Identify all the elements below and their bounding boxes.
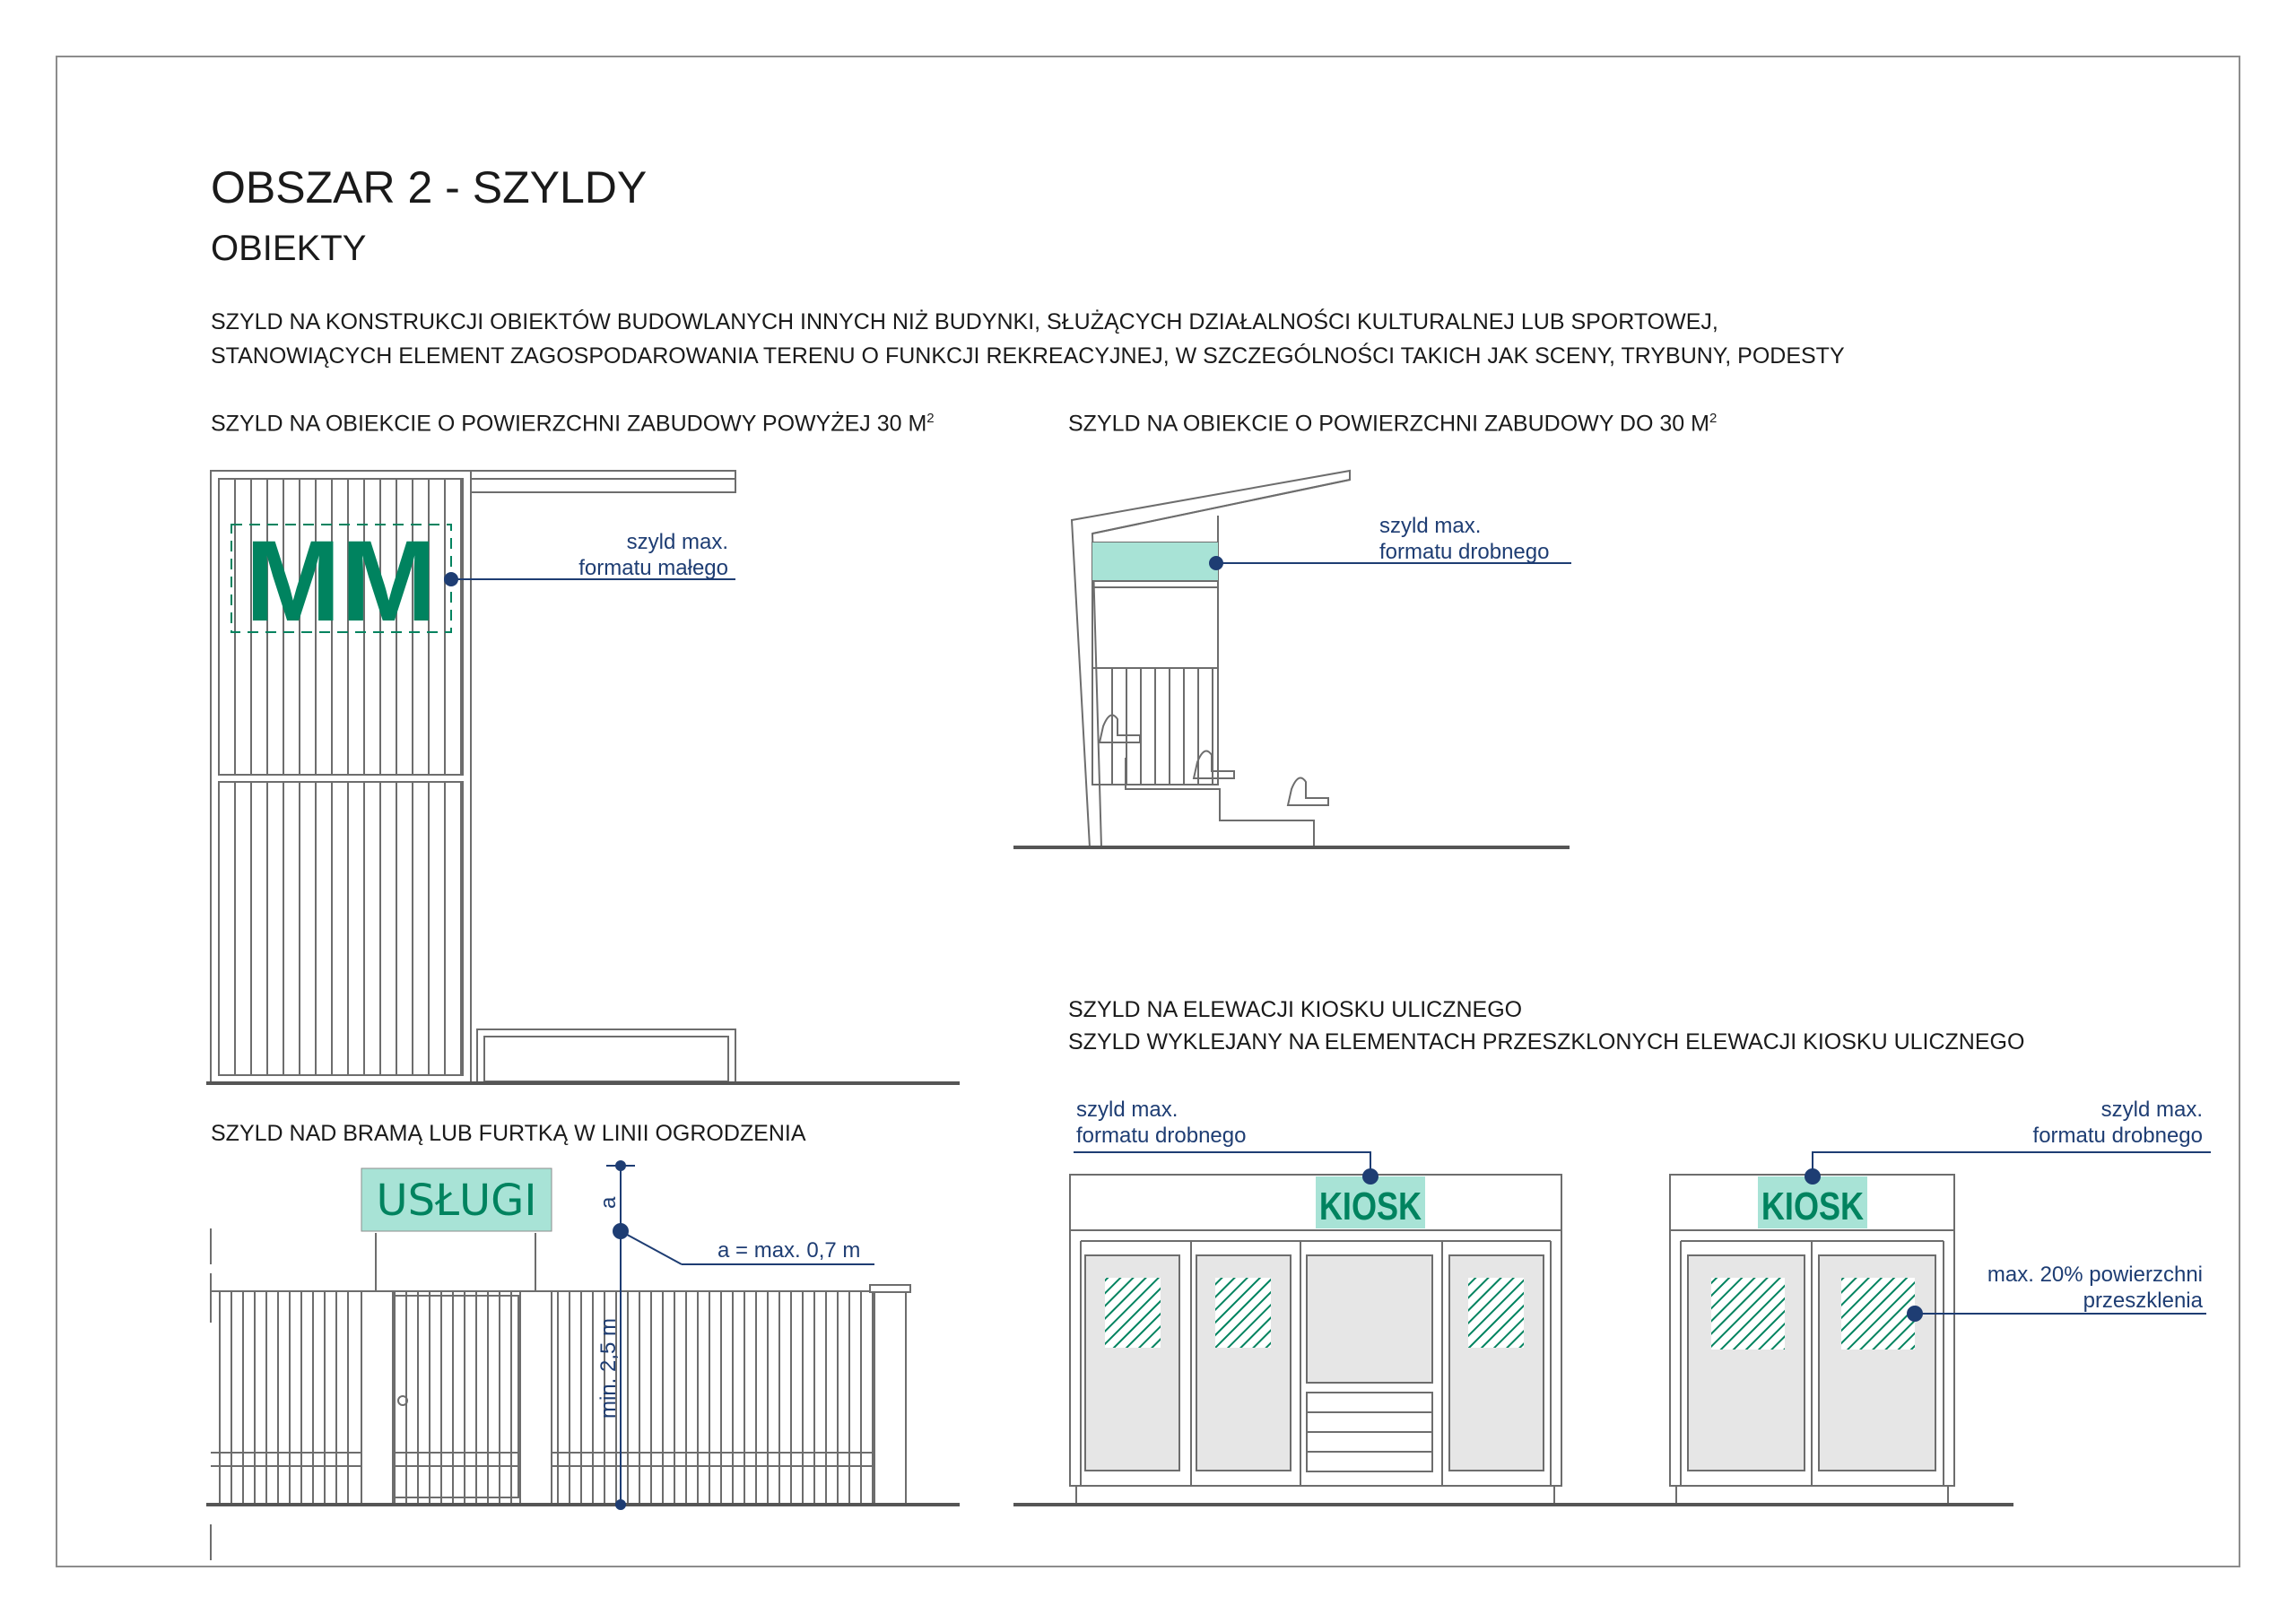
heading-kiosk-1: SZYLD NA ELEWACJI KIOSKU ULICZNEGO <box>1068 997 1523 1022</box>
kiosk-right-label-1: szyld max. <box>2100 1098 2203 1122</box>
callout-dot <box>1209 556 1223 570</box>
large-object-label-1: szyld max. <box>626 530 728 554</box>
large-object-callout <box>444 530 735 586</box>
dim-height-label: min. 2,5 m <box>596 1317 621 1419</box>
description-line-2: STANOWIĄCYCH ELEMENT ZAGOSPODAROWANIA TERENU O FUNKCJI REKREACYJNEJ, W SZCZEGÓLNOŚCI TAKICH JAK SCENY, TRYBUNY, PODESTY <box>211 343 1845 369</box>
heading-small-object-sup: 2 <box>1709 411 1718 426</box>
tribune-drawing <box>1013 471 1570 847</box>
tribune-sign <box>1092 542 1218 580</box>
mm-sign <box>231 517 451 646</box>
uslugi-sign <box>361 1168 552 1231</box>
heading-large-object-sup: 2 <box>926 411 935 426</box>
heading-kiosk-2: SZYLD WYKLEJANY NA ELEMENTACH PRZESZKLONYCH ELEWACJI KIOSKU ULICZNEGO <box>1068 1029 2025 1055</box>
large-object-label-2: formatu małego <box>578 556 728 580</box>
heading-small-object-text: SZYLD NA OBIEKCIE O POWIERZCHNI ZABUDOWY DO 30 M <box>1068 411 1709 437</box>
tribune-label-2: formatu drobnego <box>1379 540 1550 564</box>
tribune-label-1: szyld max. <box>1379 514 1482 538</box>
mm-sign-text: MM <box>245 517 437 646</box>
fence-drawing <box>206 1228 960 1560</box>
glass-label-2: przeszklenia <box>2083 1289 2203 1313</box>
description-line-1: SZYLD NA KONSTRUKCJI OBIEKTÓW BUDOWLANYCH INNYCH NIŻ BUDYNKI, SŁUŻĄCYCH DZIAŁALNOŚCI KULTURALNEJ LUB SPORTOWEJ, <box>211 309 1718 334</box>
dim-a-label: a <box>596 1196 621 1209</box>
callout-dot <box>444 572 458 586</box>
uslugi-sign-text: USŁUGI <box>376 1176 537 1226</box>
kiosk-right-label-2: formatu drobnego <box>2032 1124 2203 1148</box>
dim-a-note: a = max. 0,7 m <box>718 1238 861 1263</box>
page-title: OBSZAR 2 - SZYLDY <box>211 162 648 213</box>
dimension-dot <box>613 1224 628 1238</box>
dimension-dot <box>616 1500 625 1509</box>
kiosk-large-sign-text: KIOSK <box>1318 1184 1422 1228</box>
gate-dimensions <box>606 1161 874 1509</box>
dimension-dot <box>616 1161 625 1170</box>
callout-dot <box>1363 1169 1378 1184</box>
kiosk-left-label-1: szyld max. <box>1076 1098 1178 1122</box>
kiosk-small-sign-text: KIOSK <box>1761 1184 1865 1228</box>
heading-large-object-text: SZYLD NA OBIEKCIE O POWIERZCHNI ZABUDOWY POWYŻEJ 30 M <box>211 411 927 437</box>
callout-dot <box>1805 1169 1820 1184</box>
kiosk-left-label-2: formatu drobnego <box>1076 1124 1247 1148</box>
tribune-callout <box>1209 514 1571 570</box>
page-subtitle: OBIEKTY <box>211 229 367 268</box>
heading-gate: SZYLD NAD BRAMĄ LUB FURTKĄ W LINII OGRODZENIA <box>211 1121 806 1146</box>
callout-dot <box>1908 1306 1922 1321</box>
kiosk-small-glass-signs <box>1711 1278 1915 1350</box>
tribune-railing <box>1112 668 1213 785</box>
glass-label-1: max. 20% powierzchni <box>1987 1263 2203 1287</box>
